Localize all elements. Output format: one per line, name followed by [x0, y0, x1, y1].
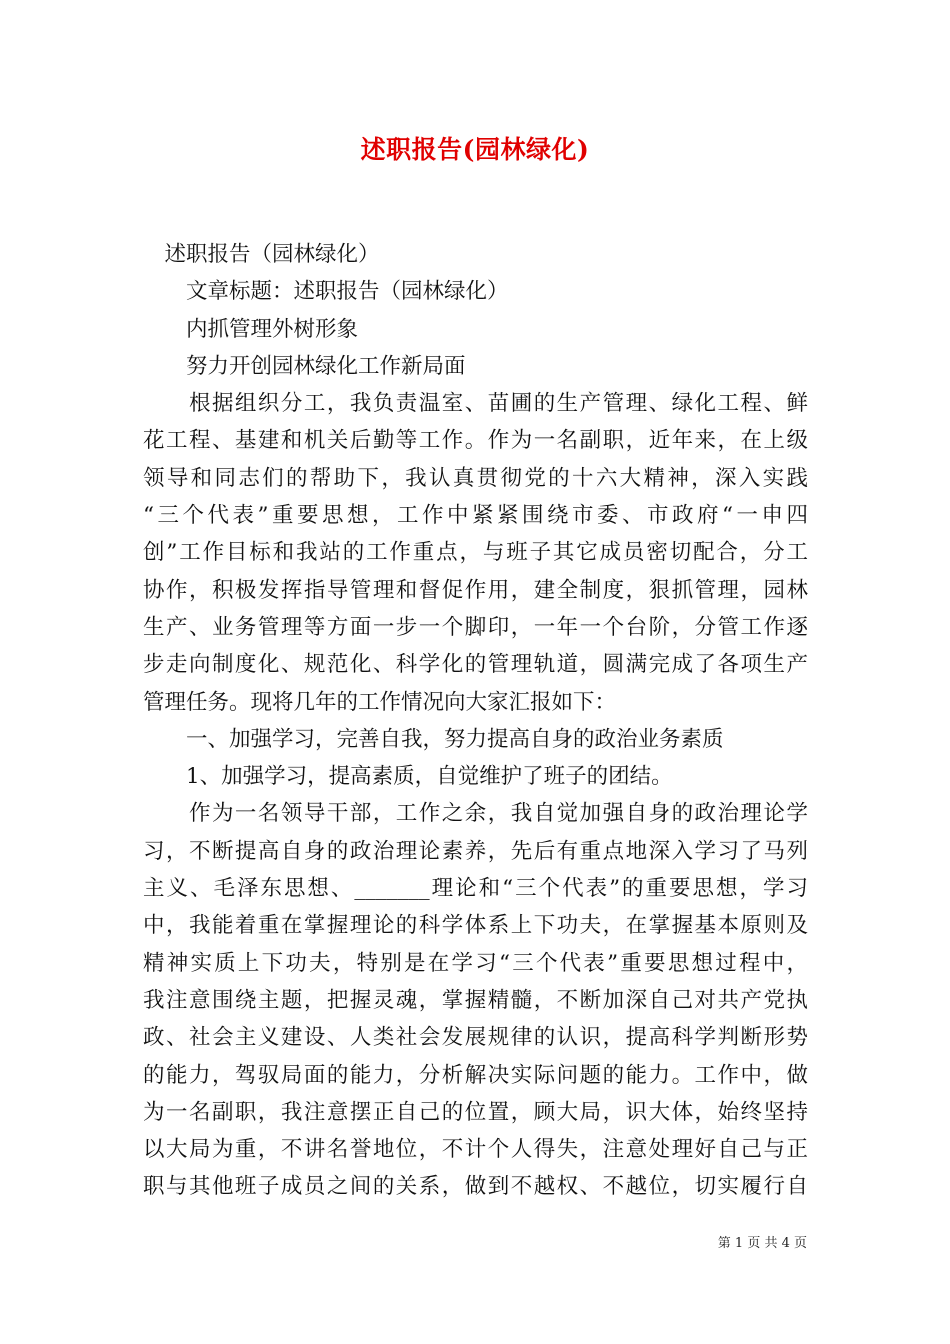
text-line: 1、加强学习，提高素质，自觉维护了班子的团结。	[143, 764, 673, 790]
text-line: 的能力，驾驭局面的能力，分析解决实际问题的能力。工作中，做	[143, 1062, 808, 1088]
page-title: 述职报告(园林绿化)	[360, 135, 590, 164]
text-line: 生产、业务管理等方面一步一个脚印，一年一个台阶，分管工作逐	[143, 614, 808, 640]
text-line: 作为一名领导干部，工作之余，我自觉加强自身的政治理论学	[143, 801, 808, 827]
text-line: 领导和同志们的帮助下，我认真贯彻党的十六大精神，深入实践	[143, 465, 808, 491]
text-line: 一、加强学习，完善自我，努力提高自身的政治业务素质	[143, 726, 724, 752]
text-line: 协作，积极发挥指导管理和督促作用，建全制度，狠抓管理，园林	[143, 577, 808, 603]
text-line: 精神实质上下功夫，特别是在学习“三个代表”重要思想过程中，	[143, 950, 808, 976]
text-line: 述职报告（园林绿化）	[143, 242, 380, 267]
text-line: 主义、毛泽东思想、_______理论和“三个代表”的重要思想，学习	[143, 876, 808, 902]
text-line: 根据组织分工，我负责温室、苗圃的生产管理、绿化工程、鲜	[143, 391, 808, 417]
text-line: “三个代表”重要思想，工作中紧紧围绕市委、市政府“一申四	[143, 503, 808, 529]
text-line: 为一名副职，我注意摆正自己的位置，顾大局，识大体，始终坚持	[143, 1099, 808, 1125]
text-line: 步走向制度化、规范化、科学化的管理轨道，圆满完成了各项生产	[143, 652, 808, 678]
text-line: 文章标题：述职报告（园林绿化）	[143, 279, 509, 305]
text-line: 管理任务。现将几年的工作情况向大家汇报如下：	[143, 689, 617, 715]
text-line: 花工程、基建和机关后勤等工作。作为一名副职，近年来，在上级	[143, 428, 808, 454]
text-line: 习，不断提高自身的政治理论素养，先后有重点地深入学习了马列	[143, 838, 808, 864]
document-body	[143, 236, 808, 1206]
page-number-footer: 第 1 页 共 4 页	[717, 1236, 807, 1251]
text-line: 努力开创园林绿化工作新局面	[143, 353, 466, 379]
text-line: 创”工作目标和我站的工作重点，与班子其它成员密切配合，分工	[143, 540, 808, 566]
text-line: 内抓管理外树形象	[143, 316, 359, 342]
text-line: 政、社会主义建设、人类社会发展规律的认识，提高科学判断形势	[143, 1025, 808, 1051]
text-line: 我注意围绕主题，把握灵魂，掌握精髓，不断加深自己对共产党执	[143, 987, 808, 1013]
text-line: 中，我能着重在掌握理论的科学体系上下功夫，在掌握基本原则及	[143, 913, 808, 939]
text-line: 以大局为重，不讲名誉地位，不计个人得失，注意处理好自己与正	[143, 1137, 808, 1163]
text-line: 职与其他班子成员之间的关系，做到不越权、不越位，切实履行自	[143, 1174, 808, 1200]
